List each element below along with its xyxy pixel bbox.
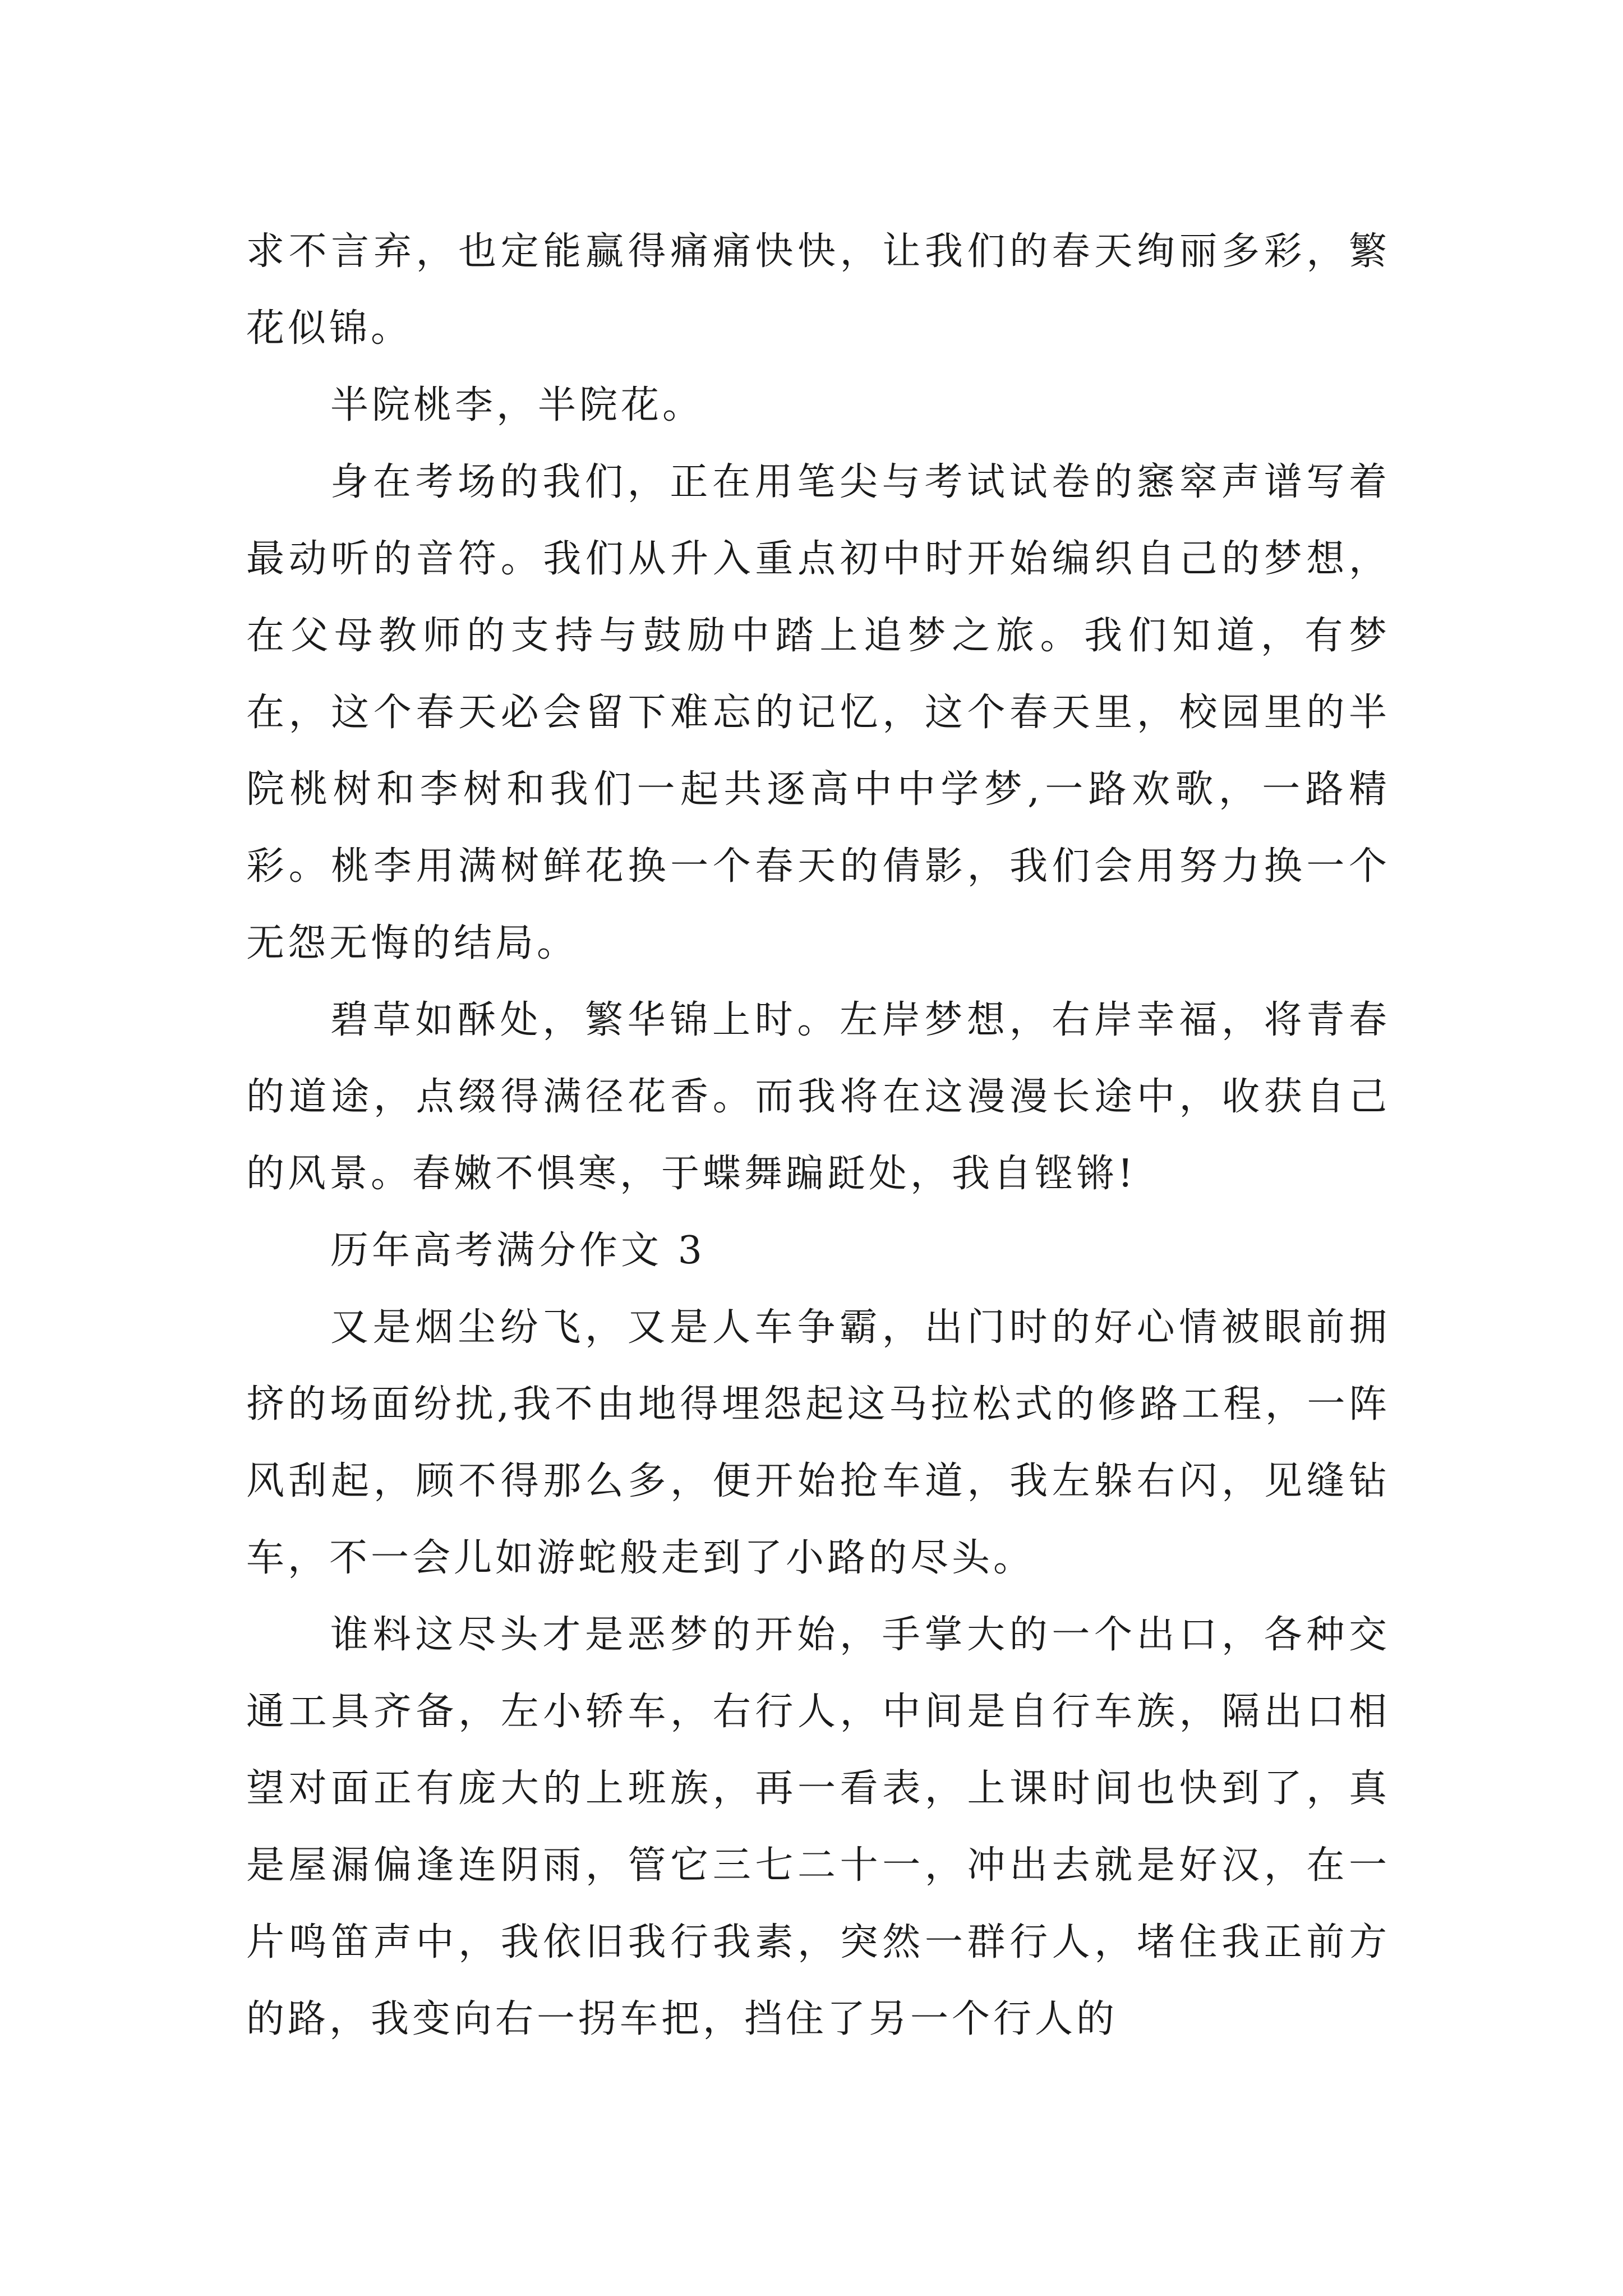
document-body [246,213,1390,2058]
paragraph-nightmare: 谁料这尽头才是恶梦的开始，手掌大的一个出口，各种交通工具齐备，左小轿车，右行人，中间是自行车族，隔出口相望对面正有庞大的上班族，再一看表，上课时间也快到了，真是屋漏偏逢连阴雨，管它三七二十一，冲出去就是好汉，在一片鸣笛声中，我依旧我行我素，突然一群行人，堵住我正前方的路，我变向右一拐车把，挡住了另一个行人的 [246,1613,1390,2041]
paragraph-exam-hall: 身在考场的我们，正在用笔尖与考试试卷的窸窣声谱写着最动听的音符。我们从升入重点初中时开始编织自己的梦想，在父母教师的支持与鼓励中踏上追梦之旅。我们知道，有梦在，这个春天必会留下难忘的记忆，这个春天里，校园里的半院桃树和李树和我们一起共逐高中中学梦,一路欢歌，一路精彩。桃李用满树鲜花换一个春天的倩影，我们会用努力换一个无怨无悔的结局。 [246,460,1390,965]
paragraph-smoke-dust: 又是烟尘纷飞，又是人车争霸，出门时的好心情被眼前拥挤的场面纷扰,我不由地得埋怨起这马拉松式的修路工程，一阵风刮起，顾不得那么多，便开始抢车道，我左躲右闪，见缝钻车，不一会儿如游蛇般走到了小路的尽头。 [246,1305,1390,1580]
paragraph-half-courtyard: 半院桃李，半院花。 [330,383,704,427]
paragraph-green-grass: 碧草如酥处，繁华锦上时。左岸梦想，右岸幸福，将青春的道途，点缀得满径花香。而我将在这漫漫长途中，收获自己的风景。春嫩不惧寒，于蝶舞蹁跹处，我自铿锵! [246,998,1390,1196]
paragraph-continued: 求不言弃，也定能赢得痛痛快快，让我们的春天绚丽多彩，繁花似锦。 [246,229,1390,351]
essay-heading-3: 历年高考满分作文 3 [330,1228,706,1273]
